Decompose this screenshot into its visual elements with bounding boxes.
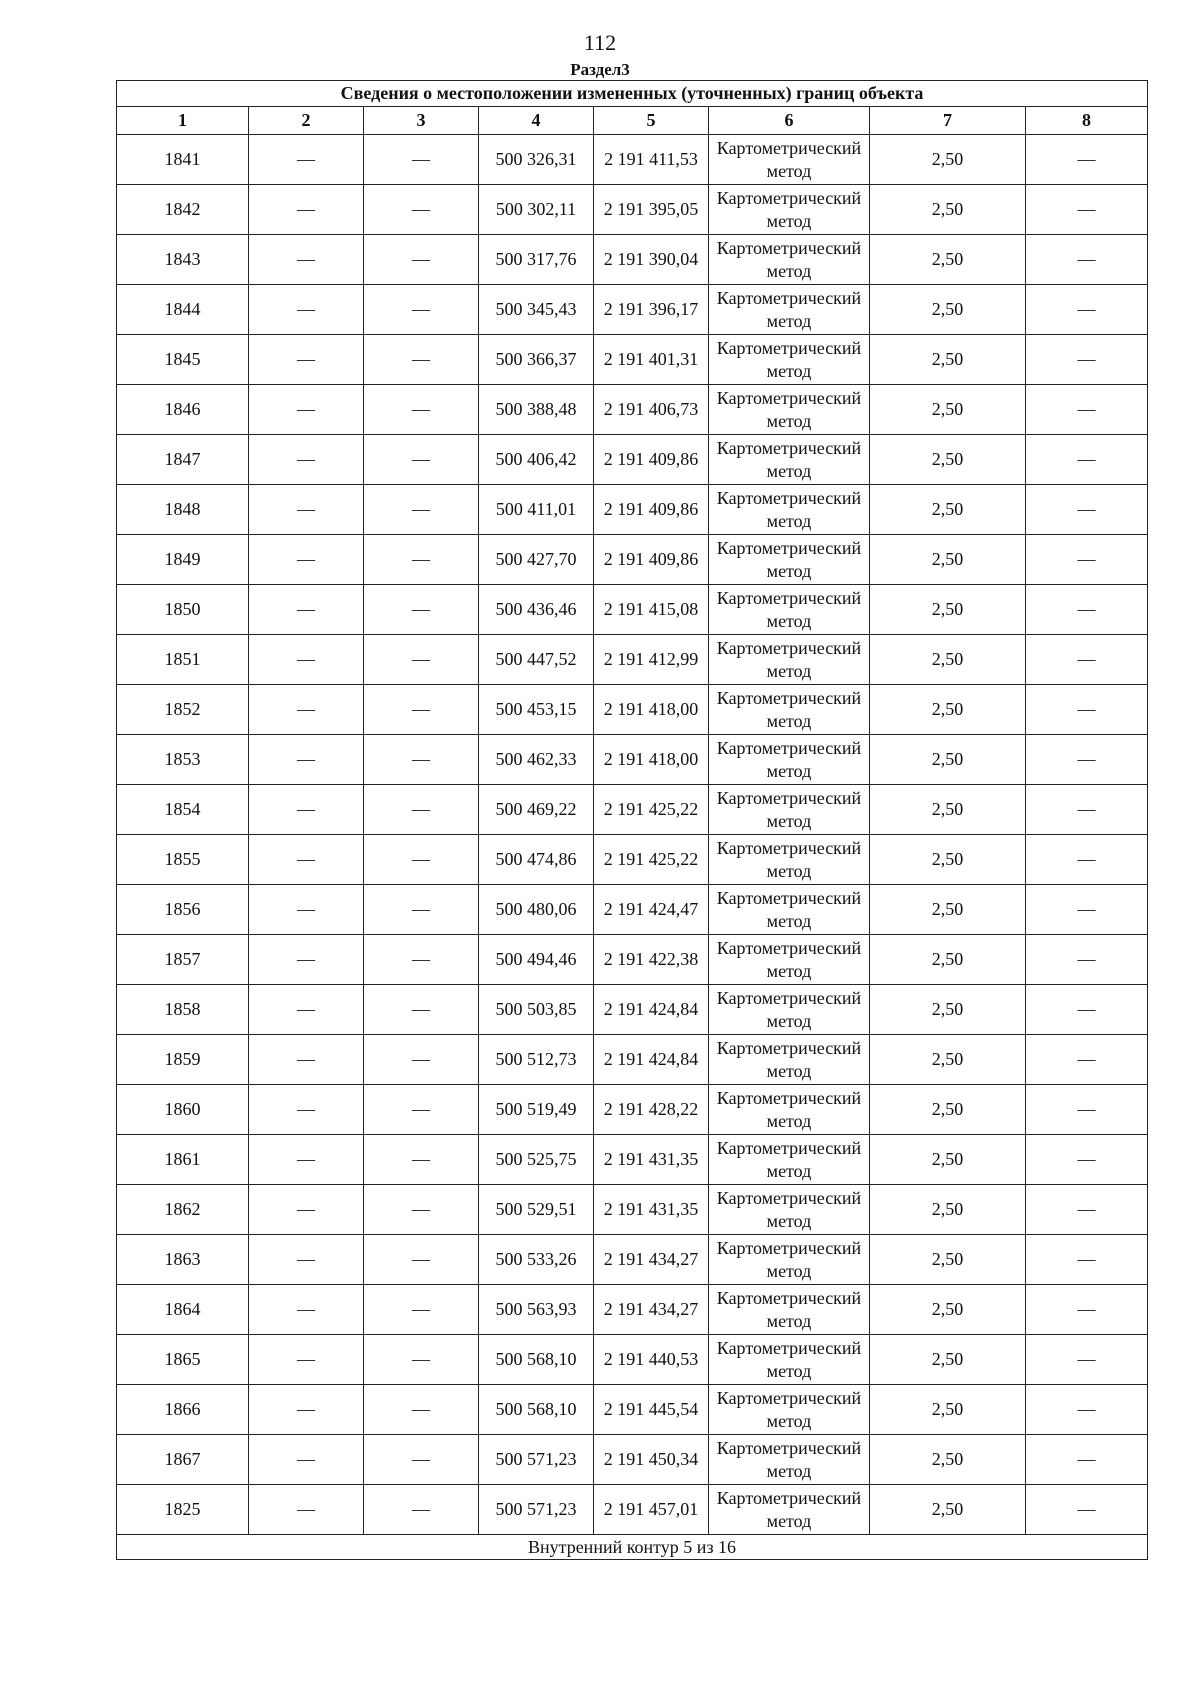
table-row (117, 285, 1148, 335)
table-cell: — (1026, 685, 1148, 735)
table-cell: — (249, 635, 364, 685)
table-cell: Картометрический метод (709, 185, 870, 235)
table-cell: — (249, 1085, 364, 1135)
table-cell: 2,50 (870, 785, 1026, 835)
table-row (117, 385, 1148, 435)
table-cell: 2 191 418,00 (594, 735, 709, 785)
table-cell: 1847 (117, 435, 249, 485)
table-cell: — (1026, 785, 1148, 835)
table-cell: 1846 (117, 385, 249, 435)
table-cell: 2,50 (870, 1285, 1026, 1335)
table-cell: 500 563,93 (479, 1285, 594, 1335)
table-cell: — (249, 585, 364, 635)
table-cell: — (1026, 1335, 1148, 1385)
table-row (117, 435, 1148, 485)
table-cell: 2,50 (870, 1435, 1026, 1485)
table-cell: 2,50 (870, 1385, 1026, 1435)
table-cell: — (249, 1235, 364, 1285)
table-cell: — (364, 135, 479, 185)
table-cell: 2 191 422,38 (594, 935, 709, 985)
table-cell: 2,50 (870, 135, 1026, 185)
table-cell: 2,50 (870, 735, 1026, 785)
table-cell: 2 191 434,27 (594, 1235, 709, 1285)
table-row (117, 1235, 1148, 1285)
table-cell: 500 469,22 (479, 785, 594, 835)
table-cell: 500 462,33 (479, 735, 594, 785)
table-cell: — (249, 685, 364, 735)
table-cell: — (249, 135, 364, 185)
table-cell: — (249, 1485, 364, 1535)
table-row (117, 985, 1148, 1035)
table-footer: Внутренний контур 5 из 16 (117, 1535, 1148, 1560)
table-row (117, 185, 1148, 235)
table-cell: — (1026, 935, 1148, 985)
table-cell: Картометрический метод (709, 135, 870, 185)
table-cell: Картометрический метод (709, 1385, 870, 1435)
table-cell: 1856 (117, 885, 249, 935)
table-cell: 2,50 (870, 535, 1026, 585)
table-cell: 1849 (117, 535, 249, 585)
table-cell: — (249, 835, 364, 885)
table-cell: 1859 (117, 1035, 249, 1085)
table-cell: Картометрический метод (709, 1435, 870, 1485)
table-cell: 1861 (117, 1135, 249, 1185)
column-header: 3 (364, 107, 479, 135)
table-row (117, 1385, 1148, 1435)
table-cell: — (249, 735, 364, 785)
table-cell: 1848 (117, 485, 249, 535)
table-cell: — (1026, 335, 1148, 385)
table-cell: — (364, 785, 479, 835)
table-cell: 1865 (117, 1335, 249, 1385)
table-cell: — (1026, 885, 1148, 935)
table-cell: 1853 (117, 735, 249, 785)
table-cell: — (249, 1435, 364, 1485)
table-cell: 1845 (117, 335, 249, 385)
table-cell: — (249, 1385, 364, 1435)
table-cell: Картометрический метод (709, 435, 870, 485)
table-cell: — (1026, 485, 1148, 535)
table-cell: — (1026, 1135, 1148, 1185)
table-cell: — (364, 635, 479, 685)
section-title: Раздел3 (570, 60, 630, 79)
table-cell: 2,50 (870, 185, 1026, 235)
table-row (117, 1285, 1148, 1335)
table-cell: Картометрический метод (709, 585, 870, 635)
table-cell: 2 191 390,04 (594, 235, 709, 285)
table-cell: — (249, 985, 364, 1035)
table-cell: 2 191 425,22 (594, 835, 709, 885)
table-cell: — (249, 535, 364, 585)
table-cell: 500 427,70 (479, 535, 594, 585)
table-cell: — (364, 1335, 479, 1385)
table-cell: 500 525,75 (479, 1135, 594, 1185)
table-cell: — (249, 1285, 364, 1335)
boundary-coordinates-table (116, 80, 1148, 1560)
table-cell: Картометрический метод (709, 535, 870, 585)
table-cell: 500 326,31 (479, 135, 594, 185)
table-cell: 2,50 (870, 485, 1026, 535)
table-row (117, 1035, 1148, 1085)
table-row (117, 1135, 1148, 1185)
table-cell: 2,50 (870, 835, 1026, 885)
table-row (117, 885, 1148, 935)
table-cell: Картометрический метод (709, 885, 870, 935)
table-cell: — (364, 1185, 479, 1235)
table-cell: 500 447,52 (479, 635, 594, 685)
table-cell: 2 191 440,53 (594, 1335, 709, 1385)
table-cell: — (1026, 185, 1148, 235)
table-cell: 2,50 (870, 235, 1026, 285)
table-cell: 1841 (117, 135, 249, 185)
table-cell: 1825 (117, 1485, 249, 1535)
column-header: 2 (249, 107, 364, 135)
table-cell: 2 191 428,22 (594, 1085, 709, 1135)
table-cell: 2 191 406,73 (594, 385, 709, 435)
table-cell: — (249, 885, 364, 935)
table-cell: Картометрический метод (709, 835, 870, 885)
table-cell: 2,50 (870, 985, 1026, 1035)
table-row (117, 485, 1148, 535)
column-header: 4 (479, 107, 594, 135)
table-row (117, 735, 1148, 785)
table-cell: — (364, 385, 479, 435)
table-cell: 2,50 (870, 685, 1026, 735)
table-cell: — (364, 335, 479, 385)
table-row (117, 835, 1148, 885)
table-cell: — (249, 285, 364, 335)
table-cell: 2,50 (870, 285, 1026, 335)
table-cell: — (1026, 735, 1148, 785)
table-cell: — (249, 385, 364, 435)
table-cell: — (1026, 285, 1148, 335)
table-row (117, 235, 1148, 285)
table-cell: 2 191 431,35 (594, 1135, 709, 1185)
table-cell: — (364, 485, 479, 535)
table-cell: 500 568,10 (479, 1335, 594, 1385)
table-cell: 1867 (117, 1435, 249, 1485)
table-cell: — (1026, 1235, 1148, 1285)
table-cell: — (1026, 135, 1148, 185)
table-cell: — (1026, 1035, 1148, 1085)
table-cell: 500 480,06 (479, 885, 594, 935)
table-cell: Картометрический метод (709, 1035, 870, 1085)
table-cell: 1844 (117, 285, 249, 335)
table-cell: 1858 (117, 985, 249, 1035)
table-cell: — (364, 535, 479, 585)
table-cell: Картометрический метод (709, 235, 870, 285)
table-cell: — (364, 1285, 479, 1335)
table-cell: 500 302,11 (479, 185, 594, 235)
table-cell: 2 191 424,47 (594, 885, 709, 935)
table-cell: 2 191 415,08 (594, 585, 709, 635)
table-cell: Картометрический метод (709, 735, 870, 785)
table-cell: 2,50 (870, 635, 1026, 685)
table-cell: — (1026, 635, 1148, 685)
table-cell: — (364, 985, 479, 1035)
table-cell: 2,50 (870, 1135, 1026, 1185)
table-cell: 2 191 395,05 (594, 185, 709, 235)
table-cell: 2,50 (870, 885, 1026, 935)
table-cell: Картометрический метод (709, 1485, 870, 1535)
table-row (117, 685, 1148, 735)
table-row (117, 785, 1148, 835)
table-cell: — (364, 235, 479, 285)
table-cell: 1863 (117, 1235, 249, 1285)
table-cell: — (364, 1435, 479, 1485)
table-cell: 500 345,43 (479, 285, 594, 335)
table-cell: — (1026, 235, 1148, 285)
table-row (117, 1485, 1148, 1535)
table-row (117, 335, 1148, 385)
table-cell: — (364, 1385, 479, 1435)
table-cell: — (364, 735, 479, 785)
table-cell: — (1026, 1485, 1148, 1535)
table-cell: — (364, 1035, 479, 1085)
table-cell: Картометрический метод (709, 935, 870, 985)
table-cell: 2,50 (870, 1085, 1026, 1135)
table-cell: 1855 (117, 835, 249, 885)
table-cell: — (1026, 435, 1148, 485)
table-cell: 2,50 (870, 1335, 1026, 1385)
table-cell: — (249, 1335, 364, 1385)
table-cell: — (364, 1485, 479, 1535)
page-number: 112 (583, 30, 617, 55)
table-cell: Картометрический метод (709, 335, 870, 385)
table-cell: — (1026, 585, 1148, 635)
table-cell: 500 436,46 (479, 585, 594, 635)
table-cell: — (364, 885, 479, 935)
table-cell: 2 191 445,54 (594, 1385, 709, 1435)
column-header: 7 (870, 107, 1026, 135)
table-body (117, 135, 1148, 1535)
table-cell: — (1026, 985, 1148, 1035)
table-cell: 500 571,23 (479, 1435, 594, 1485)
table-cell: 500 571,23 (479, 1485, 594, 1535)
table-cell: 1843 (117, 235, 249, 285)
table-cell: 1862 (117, 1185, 249, 1235)
table-cell: — (1026, 535, 1148, 585)
table-row (117, 135, 1148, 185)
table-cell: Картометрический метод (709, 635, 870, 685)
table-cell: — (364, 935, 479, 985)
table-cell: 1860 (117, 1085, 249, 1135)
table-row (117, 1085, 1148, 1135)
table-row (117, 585, 1148, 635)
table-row (117, 1435, 1148, 1485)
column-header: 5 (594, 107, 709, 135)
table-cell: 2 191 401,31 (594, 335, 709, 385)
table-cell: 500 411,01 (479, 485, 594, 535)
table-cell: — (364, 285, 479, 335)
table-cell: Картометрический метод (709, 1235, 870, 1285)
table-cell: 500 406,42 (479, 435, 594, 485)
table-cell: 500 533,26 (479, 1235, 594, 1285)
table-row (117, 635, 1148, 685)
table-cell: 1857 (117, 935, 249, 985)
table-cell: 500 512,73 (479, 1035, 594, 1085)
table-cell: 2 191 424,84 (594, 1035, 709, 1085)
table-row (117, 1335, 1148, 1385)
table-cell: 2,50 (870, 1485, 1026, 1535)
table-cell: — (1026, 835, 1148, 885)
table-caption: Сведения о местоположении измененных (уточненных) границ объекта (117, 81, 1148, 107)
column-header: 6 (709, 107, 870, 135)
table-cell: 2 191 425,22 (594, 785, 709, 835)
table-cell: 500 366,37 (479, 335, 594, 385)
table-cell: Картометрический метод (709, 985, 870, 1035)
table-cell: Картометрический метод (709, 285, 870, 335)
table-cell: 500 474,86 (479, 835, 594, 885)
table-cell: 2 191 431,35 (594, 1185, 709, 1235)
table-cell: — (249, 235, 364, 285)
table-cell: 2,50 (870, 1235, 1026, 1285)
table-cell: — (249, 185, 364, 235)
table-cell: 2 191 457,01 (594, 1485, 709, 1535)
column-header: 1 (117, 107, 249, 135)
table-cell: — (1026, 1435, 1148, 1485)
table-cell: Картометрический метод (709, 485, 870, 535)
table-cell: — (364, 1235, 479, 1285)
table-cell: 2,50 (870, 935, 1026, 985)
table-cell: — (364, 685, 479, 735)
table-cell: 2,50 (870, 1035, 1026, 1085)
table-cell: Картометрический метод (709, 1185, 870, 1235)
table-cell: 2,50 (870, 385, 1026, 435)
table-cell: 2 191 450,34 (594, 1435, 709, 1485)
table-cell: — (249, 935, 364, 985)
table-cell: — (249, 1185, 364, 1235)
table-cell: 1850 (117, 585, 249, 635)
table-cell: 2 191 411,53 (594, 135, 709, 185)
table-cell: 1851 (117, 635, 249, 685)
table-cell: — (249, 785, 364, 835)
table-cell: — (364, 435, 479, 485)
table-cell: 2 191 424,84 (594, 985, 709, 1035)
table-cell: 2 191 396,17 (594, 285, 709, 335)
table-cell: — (1026, 385, 1148, 435)
table-cell: 2 191 434,27 (594, 1285, 709, 1335)
table-cell: — (1026, 1185, 1148, 1235)
table-cell: Картометрический метод (709, 1335, 870, 1385)
table-cell: Картометрический метод (709, 685, 870, 735)
column-header: 8 (1026, 107, 1148, 135)
table-cell: 1864 (117, 1285, 249, 1335)
table-cell: 2 191 409,86 (594, 485, 709, 535)
table-cell: 500 503,85 (479, 985, 594, 1035)
table-cell: 2 191 412,99 (594, 635, 709, 685)
table-cell: — (249, 485, 364, 535)
table-cell: 2 191 418,00 (594, 685, 709, 735)
table-cell: — (364, 1085, 479, 1135)
table-cell: 500 453,15 (479, 685, 594, 735)
table-cell: 1842 (117, 185, 249, 235)
table-cell: — (364, 835, 479, 885)
table-cell: 2,50 (870, 1185, 1026, 1235)
table-cell: 500 494,46 (479, 935, 594, 985)
table-cell: Картометрический метод (709, 785, 870, 835)
table-row (117, 535, 1148, 585)
table-cell: — (249, 335, 364, 385)
table-cell: 2 191 409,86 (594, 435, 709, 485)
table-cell: 500 317,76 (479, 235, 594, 285)
table-cell: — (249, 435, 364, 485)
table-cell: 1866 (117, 1385, 249, 1435)
table-cell: 500 388,48 (479, 385, 594, 435)
table-cell: 500 519,49 (479, 1085, 594, 1135)
table-cell: — (364, 585, 479, 635)
table-cell: 1854 (117, 785, 249, 835)
table-cell: 1852 (117, 685, 249, 735)
table-cell: — (249, 1035, 364, 1085)
table-cell: Картометрический метод (709, 1085, 870, 1135)
table-cell: Картометрический метод (709, 1135, 870, 1185)
table-cell: — (1026, 1285, 1148, 1335)
table-cell: — (249, 1135, 364, 1185)
column-number-row (117, 107, 1148, 135)
table-cell: — (364, 185, 479, 235)
table-cell: 2 191 409,86 (594, 535, 709, 585)
table-cell: — (364, 1135, 479, 1185)
table-cell: — (1026, 1085, 1148, 1135)
table-cell: 2,50 (870, 335, 1026, 385)
table-row (117, 935, 1148, 985)
table-cell: Картометрический метод (709, 385, 870, 435)
table-cell: Картометрический метод (709, 1285, 870, 1335)
table-cell: 2,50 (870, 585, 1026, 635)
table-row (117, 1185, 1148, 1235)
table-cell: 500 529,51 (479, 1185, 594, 1235)
table-cell: 2,50 (870, 435, 1026, 485)
table-cell: 500 568,10 (479, 1385, 594, 1435)
table-cell: — (1026, 1385, 1148, 1435)
